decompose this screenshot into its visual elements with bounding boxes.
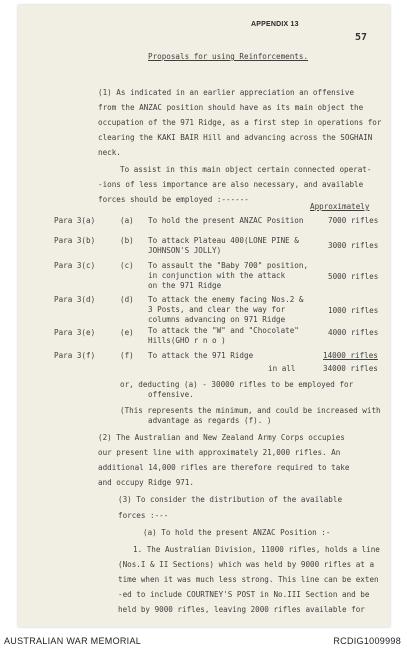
task-text: on the 971 Ridge — [148, 281, 222, 290]
sub-1-line: -ed to include COURTNEY'S POST in No.III Section and be — [118, 590, 370, 599]
task-para: Para 3(f) — [54, 351, 96, 360]
assist-line: forces should be employed :------ — [98, 195, 249, 204]
para2-line: additional 14,000 rifles are therefore required to take — [98, 463, 350, 472]
task-text: To attack the "W" and "Chocolate" — [148, 326, 299, 335]
minimum-line: (This represents the minimum, and could be increased with — [120, 406, 381, 415]
task-letter: (c) — [120, 261, 134, 270]
task-letter: (d) — [120, 295, 134, 304]
task-para: Para 3(a) — [54, 216, 96, 225]
task-rifles: 3000 rifles — [328, 241, 379, 250]
task-text: To attack the enemy facing Nos.2 & — [148, 295, 304, 304]
task-letter: (f) — [120, 351, 134, 360]
task-text: in conjunction with the attack — [148, 271, 286, 280]
footer-record-id: RCDIG1009998 — [333, 636, 401, 646]
task-rifles: 14000 rifles — [323, 351, 378, 360]
appendix-stamp: APPENDIX 13 — [251, 21, 299, 28]
document-title: Proposals for using Reinforcements. — [148, 52, 309, 61]
in-all-label: in all — [268, 364, 296, 373]
task-text: To assault the "Baby 700" position, — [148, 261, 309, 270]
task-text: To attack Plateau 400(LONE PINE & — [148, 236, 299, 245]
or-line: or, deducting (a) - 30000 rifles to be employed for — [120, 380, 354, 389]
task-rifles: 1000 rifles — [328, 306, 379, 315]
document-page — [18, 5, 390, 627]
sub-1-line: (Nos.I & II Sections) which was held by 9000 rifles at a — [118, 560, 375, 569]
sub-1-line: 1. The Australian Division, 11000 rifles, holds a line — [133, 545, 380, 554]
task-rifles: 5000 rifles — [328, 272, 379, 281]
task-para: Para 3(e) — [54, 328, 96, 337]
para3-line: forces :--- — [118, 511, 169, 520]
task-para: Para 3(c) — [54, 261, 96, 270]
minimum-line: advantage as regards (f). ) — [148, 416, 272, 425]
task-para: Para 3(b) — [54, 236, 96, 245]
task-text: 3 Posts, and clear the way for — [148, 305, 286, 314]
intro-line: (1) As indicated in an earlier appreciation an offensive — [98, 88, 355, 97]
task-text: columns advancing on 971 Ridge — [148, 315, 286, 324]
task-letter: (e) — [120, 328, 134, 337]
assist-line: To assist in this main object certain connected operat- — [120, 165, 372, 174]
task-para: Para 3(d) — [54, 295, 96, 304]
intro-line: from the ANZAC position should have as its main object the — [98, 103, 364, 112]
para2-line: (2) The Australian and New Zealand Army Corps occupies — [98, 433, 345, 442]
task-text: To hold the present ANZAC Position — [148, 216, 304, 225]
sub-1-line: time when it was much less strong. This line can be exten — [118, 575, 379, 584]
footer-institution: AUSTRALIAN WAR MEMORIAL — [4, 636, 142, 646]
para3-line: (3) To consider the distribution of the available — [118, 495, 343, 504]
intro-line: occupation of the 971 Ridge, as a first step in operations for — [98, 118, 382, 127]
para2-line: our present line with approximately 21,000 rifles. An — [98, 448, 341, 457]
assist-line: -ions of less importance are also necessary, and available — [98, 180, 364, 189]
task-text: Hills(GHO r n o ) — [148, 336, 226, 345]
intro-line: neck. — [98, 148, 121, 157]
task-text: To attack the 971 Ridge — [148, 351, 254, 360]
or-line: offensive. — [148, 390, 194, 399]
task-letter: (b) — [120, 236, 134, 245]
task-text: JOHNSON'S JOLLY) — [148, 246, 222, 255]
page-number: 57 — [355, 32, 368, 43]
in-all-total: 34000 rifles — [323, 364, 378, 373]
sub-1-line: held by 9000 rifles, leaving 2000 rifles available for — [118, 605, 365, 614]
approximately-header: Approximately — [310, 202, 370, 211]
task-rifles: 4000 rifles — [328, 328, 379, 337]
task-letter: (a) — [120, 216, 134, 225]
para2-line: and occupy Ridge 971. — [98, 478, 195, 487]
sub-a-heading: (a) To hold the present ANZAC Position :- — [143, 528, 331, 537]
task-rifles: 7000 rifles — [328, 216, 379, 225]
intro-line: clearing the KAKI BAIR Hill and advancing across the SOGHAIN — [98, 133, 373, 142]
